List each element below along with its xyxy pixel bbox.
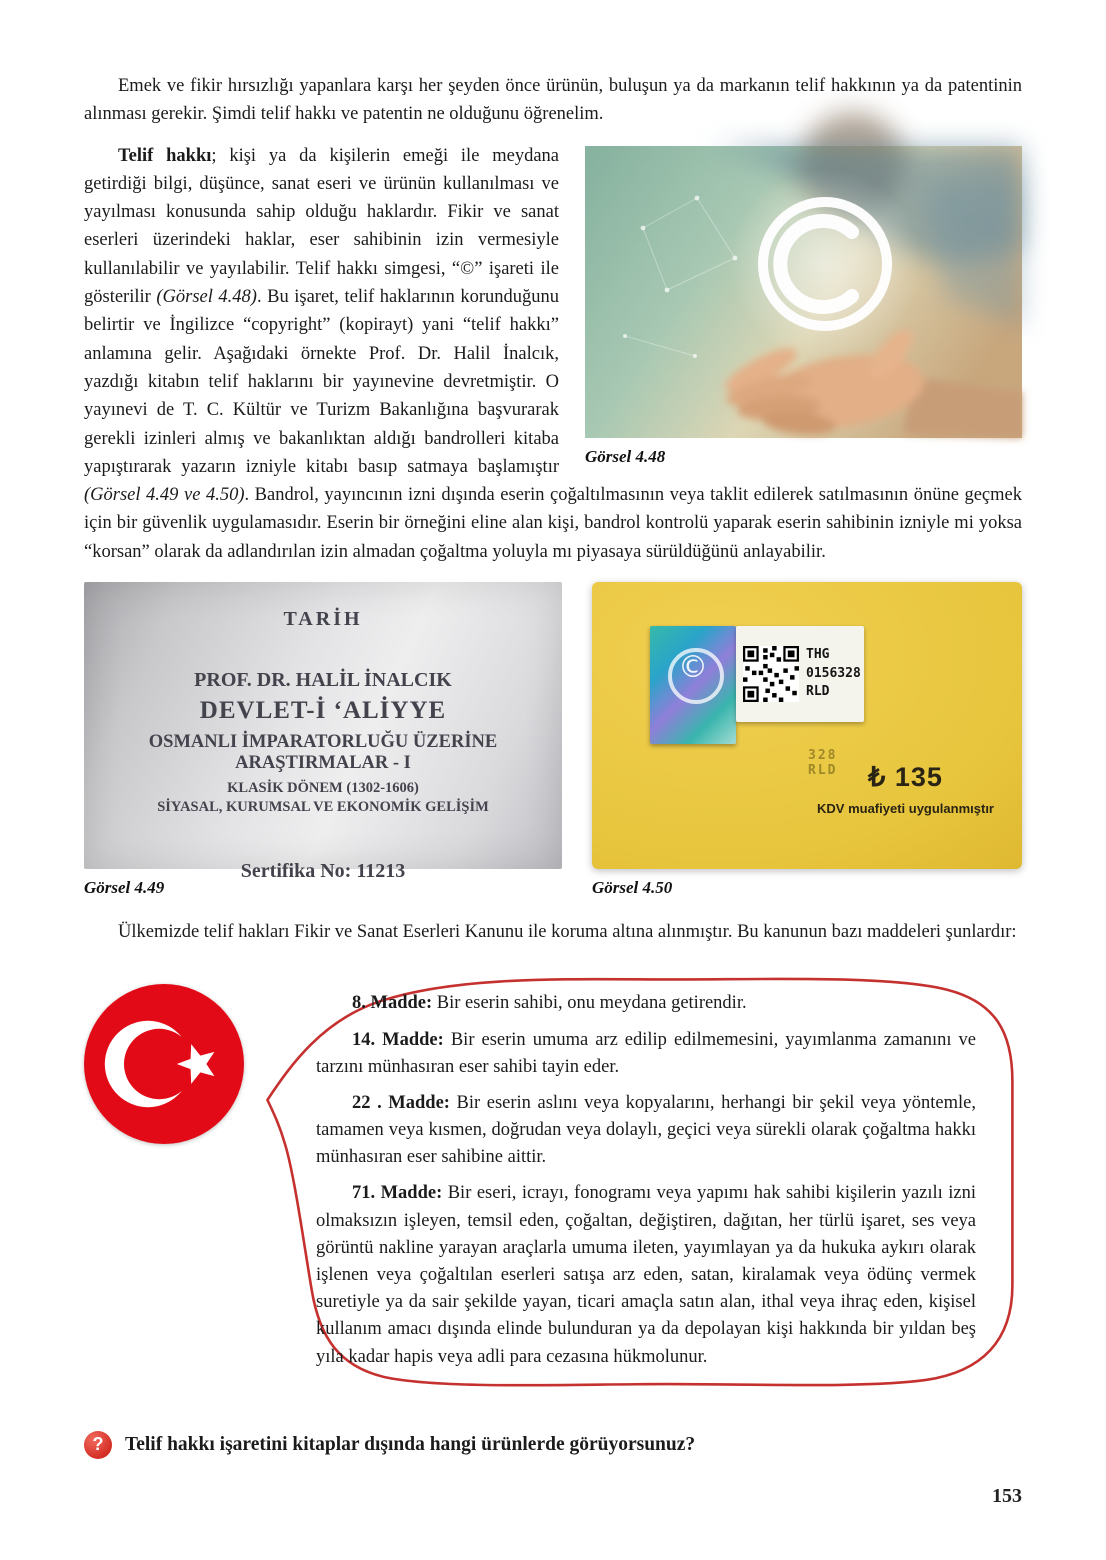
book-subtitle-3: SİYASAL, KURUMSAL VE EKONOMİK GELİŞİM (157, 799, 489, 816)
book-title-page-photo (84, 582, 562, 883)
bandrol-serial-line3: RLD (806, 684, 830, 700)
hologram-icon (650, 626, 736, 744)
madde-item-8 (316, 990, 976, 1017)
qr-code-icon (743, 646, 799, 702)
madde-text: Bir eserin aslını veya kopyalarını, herhangi bir şekil veya yöntemle, tamamen veya kısmen, doğrudan veya dolaylı, geçici veya sürekli olarak çoğaltma hakkı münhasıran eser sahibine aittir. (316, 1092, 976, 1168)
page-number: 153 (992, 1484, 1022, 1507)
madde-label: 22 . Madde: (352, 1092, 450, 1113)
book-subtitle-2: KLASİK DÖNEM (1302-1606) (227, 780, 419, 797)
bandrol-label (736, 626, 864, 722)
madde-text: Bir eserin sahibi, onu meydana getirendir. (436, 993, 747, 1014)
madde-item-14 (316, 1027, 976, 1081)
figure-caption-4-49: Görsel 4.49 (84, 878, 165, 898)
kdv-label: KDV muafiyeti uygulanmıştır (817, 801, 994, 817)
bandrol-serial (806, 646, 861, 703)
copyright-text-3: . Bandrol, yayıncının izni dışında eserin çoğaltılmasının veya taklit edilerek satılmasının önüne geçmek için bir güvenlik uygulamasıdır. Eserin bir örneğini eline alan kişi, bandrol kontrolü yaparak eserin sahibinin izniyle mi yoksa “korsan” olarak da adlandırılan izin almadan çoğaltma yoluyla mı piyasaya sürüldüğünü anlayabilir. (84, 485, 1022, 562)
madde-text: Bir eserin umuma arz edilip edilmemesini, yayımlanma zamanını ve tarzını münhasıran eser sahibi tayin eder. (316, 1029, 977, 1077)
gorsel-ref-449-450: (Görsel 4.49 ve 4.50) (84, 485, 245, 506)
figures-row (84, 582, 1022, 898)
gorsel-ref-448: (Görsel 4.48) (156, 287, 257, 308)
speech-bubble (254, 964, 1022, 1396)
madde-text: Bir eseri, icrayı, fonogramı veya yapımı hak sahibi kişilerin yazılı izni olmaksızın işleyen, temsil eden, çoğaltan, değiştiren, dağıtan, her türlü işaret, ses veya görüntü nakline yarayan araçlarla umuma ileten, yayımlayan ya da hukuka aykırı olarak işlenen veya çoğaltılan eserleri satışa arz eden, satan, kiralamak veya ödünç vermek suretiyle ya da sair şekilde yayan, ticari amaçla satın alan, ithal veya ihraç eden, kişisel kullanım amacı dışında elinde bulunduran ya da depolayan kişi hakkında bir yıldan beş yıla kadar hapis veya adli para cezasına hükmolunur. (316, 1183, 976, 1367)
question-text: Telif hakkı işaretini kitaplar dışında hangi ürünlerde görüyorsunuz? (125, 1433, 696, 1455)
copyright-hand-photo (585, 146, 1022, 438)
price-label: ₺ 135 (868, 762, 943, 793)
figure-4-50 (592, 582, 1022, 898)
book-series-title: TARİH (283, 608, 363, 631)
book-author: PROF. DR. HALİL İNALCIK (194, 669, 452, 692)
question-mark-icon: ? (84, 1431, 112, 1459)
madde-label: 14. Madde: (352, 1029, 444, 1050)
intro-text: Emek ve fikir hırsızlığı yapanlara karşı her şeyden önce ürünün, buluşun ya da markanın telif hakkının ya da patentinin alınması gerekir. Şimdi telif hakkı ve patentin ne olduğunu öğrenelim. (84, 76, 1022, 125)
bandrol-sticker (650, 626, 864, 779)
price-block (817, 762, 994, 816)
madde-item-71 (316, 1180, 976, 1370)
law-bubble-section (84, 964, 1022, 1396)
bandrol-serial-line1: THG (806, 646, 830, 662)
madde-label: 71. Madde: (352, 1183, 443, 1204)
crescent-star-icon (84, 984, 244, 1144)
figure-caption-4-48: Görsel 4.48 (585, 446, 666, 466)
madde-item-22 (316, 1090, 976, 1172)
figure-4-48 (585, 146, 1022, 467)
copyright-text-2: . Bu işaret, telif haklarının korunduğunu belirtir ve İngilizce “copyright” (kopirayt) yani “telif hakkı” anlamına gelir. Aşağıdaki örnekte Prof. Dr. Halil İnalcık, yazdığı kitabın telif haklarını bir yayınevine devretmiştir. O yayınevi de T. C. Kültür ve Turizm Bakanlığına başvurarak gerekli izinleri almış ve bakanlıktan aldığı bandrolleri kitaba yapıştırarak yazarın izniyle kitabı basıp satmaya başlamıştır (84, 287, 560, 477)
book-subtitle-1: OSMANLI İMPARATORLUĞU ÜZERİNE ARAŞTIRMALAR - I (148, 732, 498, 774)
book-certificate-no: Sertifika No: 11213 (240, 860, 406, 883)
bandrol-serial-line2: 0156328 (806, 665, 861, 681)
figure-caption-4-50: Görsel 4.50 (592, 878, 673, 898)
bandrol-ghost-serial: 328 RLD (808, 748, 838, 779)
turkish-flag (84, 964, 254, 1144)
madde-label: 8. Madde: (352, 993, 433, 1014)
law-intro-text: Ülkemizde telif hakları Fikir ve Sanat Eserleri Kanunu ile koruma altına alınmıştır. Bu kanunun bazı maddeleri şunlardır: (118, 922, 1017, 943)
question-section (84, 1431, 1022, 1459)
hologram-copyright-icon: © (678, 650, 708, 686)
telif-hakki-lead: Telif hakkı (118, 145, 212, 166)
law-articles (254, 964, 1022, 1396)
book-cover-bandrol-photo (592, 582, 1022, 869)
book-title: DEVLET-İ ‘ALİYYE (199, 697, 447, 725)
law-intro-paragraph (84, 918, 1022, 946)
copyright-text-1: ; kişi ya da kişilerin emeği ile meydana getirdiği bilgi, düşünce, sanat eseri ve ürünün kullanılması ve yayılması konusunda sahip olduğu haklardır. Fikir ve sanat eserleri üzerindeki haklar, eser sahibinin izin vermesiyle kullanılabilir ve yayılabilir. Telif hakkı simgesi, “©” işareti ile gösterilir (84, 145, 559, 308)
copyright-section (84, 142, 1022, 566)
figure-4-49 (84, 582, 562, 898)
